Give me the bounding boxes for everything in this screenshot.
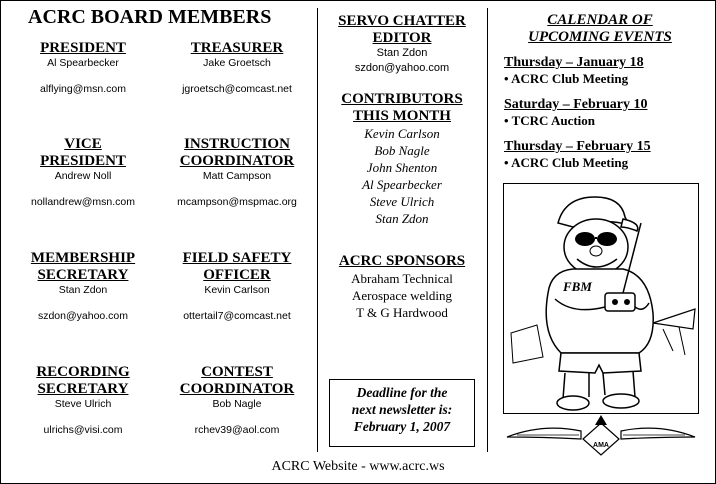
member-email: szdon@yahoo.com	[37, 310, 129, 322]
bullet-icon: •	[504, 71, 512, 86]
member-name: Stan Zdon	[58, 284, 108, 296]
editor-name: Stan Zdon	[376, 47, 428, 59]
contributor-name: Al Spearbecker	[362, 177, 442, 192]
member-role: RECORDING	[36, 364, 130, 380]
member-name: Andrew Noll	[54, 170, 112, 182]
board-title: ACRC BOARD MEMBERS	[28, 6, 272, 28]
member-email: ulrichs@visi.com	[43, 424, 123, 436]
sponsors-heading: ACRC SPONSORS	[338, 253, 466, 269]
editor-heading: EDITOR	[372, 30, 432, 46]
sponsor-name: Aerospace welding	[352, 288, 452, 303]
member-role: COORDINATOR	[179, 381, 295, 397]
editor-section	[322, 13, 482, 75]
member-email: ottertail7@comcast.net	[183, 310, 291, 322]
member-president	[20, 40, 146, 95]
footer-website: ACRC Website - www.acrc.ws	[271, 459, 445, 474]
sponsors-section	[322, 253, 482, 321]
member-email: jgroetsch@comcast.net	[182, 83, 292, 95]
event-date: Thursday – February 15	[504, 139, 651, 154]
contributor-name: Bob Nagle	[374, 143, 430, 158]
editor-heading: SERVO CHATTER	[338, 13, 466, 29]
member-role: PRESIDENT	[40, 40, 126, 56]
shirt-text: FBM	[563, 279, 592, 294]
member-vice-president	[20, 136, 146, 208]
event-title: TCRC Auction	[511, 113, 596, 128]
event-date: Saturday – February 10	[504, 97, 648, 112]
member-role: SECRETARY	[37, 267, 129, 283]
member-role: TREASURER	[190, 40, 284, 56]
calendar-title-line: CALENDAR OF	[547, 12, 653, 28]
contributor-name: Stan Zdon	[375, 211, 429, 226]
member-role: CONTEST	[201, 364, 273, 380]
contributors-section	[322, 91, 482, 227]
column-divider-right	[487, 8, 488, 452]
calendar-event	[504, 139, 700, 171]
event-title: ACRC Club Meeting	[511, 155, 629, 170]
member-instruction-coordinator	[162, 136, 312, 208]
sponsor-name: T & G Hardwood	[356, 305, 448, 320]
member-name: Kevin Carlson	[204, 284, 270, 296]
member-field-safety-officer	[162, 250, 312, 322]
member-role: VICE	[64, 136, 102, 152]
contributors-heading: THIS MONTH	[353, 108, 451, 124]
event-title: ACRC Club Meeting	[511, 71, 629, 86]
contributor-name: Steve Ulrich	[369, 194, 435, 209]
member-recording-secretary	[20, 364, 146, 436]
calendar-event	[504, 55, 700, 87]
member-role: MEMBERSHIP	[30, 250, 136, 266]
calendar-event	[504, 97, 700, 129]
event-date: Thursday – January 18	[504, 55, 644, 70]
member-role: OFFICER	[203, 267, 271, 283]
member-email: alflying@msn.com	[40, 83, 126, 95]
member-name: Matt Campson	[202, 170, 272, 182]
member-name: Bob Nagle	[212, 398, 262, 410]
member-role: PRESIDENT	[40, 153, 126, 169]
deadline-date: February 1, 2007	[353, 419, 451, 434]
member-name: Steve Ulrich	[54, 398, 112, 410]
calendar-title-line: UPCOMING EVENTS	[528, 29, 672, 45]
member-membership-secretary	[20, 250, 146, 322]
bullet-icon: •	[504, 113, 512, 128]
deadline-box	[329, 379, 475, 447]
pilot-cartoon-illustration	[503, 183, 699, 463]
contributor-name: John Shenton	[366, 160, 438, 175]
ama-wings-logo	[507, 415, 695, 455]
member-email: mcampson@mspmac.org	[177, 196, 297, 208]
member-role: FIELD SAFETY	[182, 250, 292, 266]
member-contest-coordinator	[162, 364, 312, 436]
contributor-name: Kevin Carlson	[364, 126, 440, 141]
member-role: INSTRUCTION	[184, 136, 290, 152]
deadline-text: Deadline for the	[356, 385, 448, 400]
column-divider-left	[317, 8, 318, 452]
bullet-icon: •	[504, 155, 512, 170]
member-name: Al Spearbecker	[47, 57, 119, 69]
deadline-text: next newsletter is:	[351, 402, 453, 417]
member-treasurer	[162, 40, 312, 95]
member-role: COORDINATOR	[179, 153, 295, 169]
sponsor-name: Abraham Technical	[351, 271, 453, 286]
calendar-title	[500, 12, 700, 46]
member-email: rchev39@aol.com	[194, 424, 280, 436]
ama-logo-text: AMA	[593, 442, 609, 449]
member-role: SECRETARY	[37, 381, 129, 397]
contributors-heading: CONTRIBUTORS	[341, 91, 463, 107]
editor-email: szdon@yahoo.com	[354, 62, 450, 74]
pilot-cartoon-svg	[503, 183, 699, 463]
member-email: nollandrew@msn.com	[30, 196, 136, 208]
member-name: Jake Groetsch	[203, 57, 271, 69]
